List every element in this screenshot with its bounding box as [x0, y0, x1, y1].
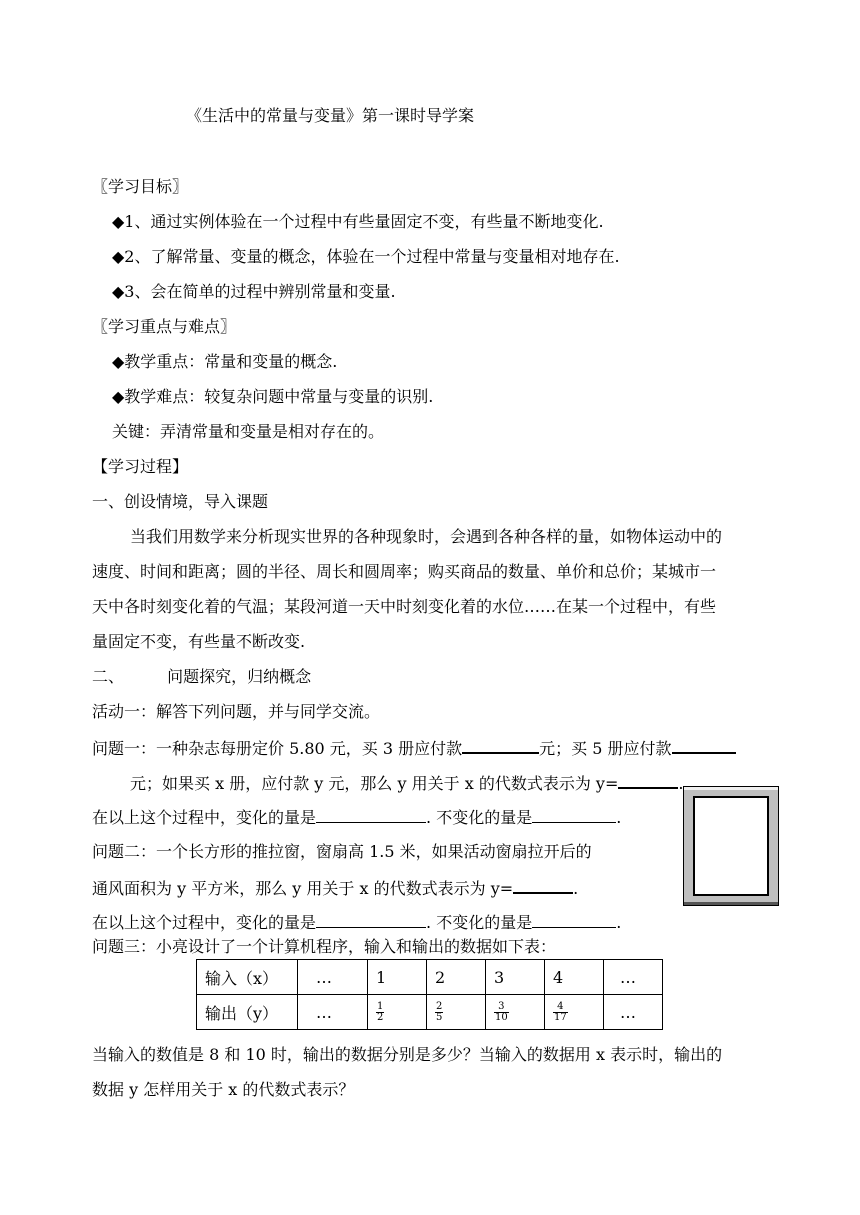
window-pane [693, 796, 769, 896]
sliding-window-figure [683, 786, 779, 906]
q1-blank-5-books[interactable] [672, 737, 736, 754]
output-label-cell: 输出（y） [197, 995, 298, 1030]
section1-title: 一、创设情境，导入课题 [92, 492, 269, 511]
fraction-2-5: $\frac{2}{5}$ [436, 1000, 443, 1023]
goal-item-1: ◆1、通过实例体验在一个过程中有些量固定不变，有些量不断地变化. [112, 212, 604, 231]
goal-item-3: ◆3、会在简单的过程中辨别常量和变量. [112, 282, 396, 301]
question3-line2: 数据 y 怎样用关于 x 的代数式表示？ [92, 1080, 355, 1099]
q1-text-b: 元；买 5 册应付款 [539, 739, 672, 758]
q1-blank-variables[interactable] [316, 807, 426, 823]
input-cell-3: 3 [486, 960, 545, 995]
input-label-cell: 输入（x） [197, 960, 298, 995]
section2-number: 二、 [92, 667, 125, 686]
q2-text-d: 在以上这个过程中，变化的量是 [92, 913, 317, 932]
question2-line1: 问题二：一个长方形的推拉窗，窗扇高 1.5 米，如果活动窗扇拉开后的 [92, 842, 592, 861]
question2-line2 [92, 877, 578, 899]
q1-text-f: . 不变化的量是 [426, 808, 533, 827]
table-row-output [197, 995, 663, 1030]
q1-text-d: . [678, 774, 684, 793]
fraction-1-2: $\frac{1}{2}$ [377, 1000, 384, 1023]
question1-line1 [92, 737, 736, 759]
output-cell-4 [545, 995, 604, 1030]
question3-intro: 问题三：小亮设计了一个计算机程序，输入和输出的数据如下表： [92, 937, 557, 956]
input-ellipsis-left: … [298, 960, 368, 995]
window-frame-highlight [684, 787, 778, 790]
output-ellipsis-right: … [604, 995, 663, 1030]
window-frame-shadow [684, 902, 778, 905]
q2-blank-expression[interactable] [513, 877, 573, 894]
q2-blank-constants[interactable] [532, 912, 616, 928]
process-heading: 【学习过程】 [92, 457, 189, 476]
teaching-focus: ◆教学重点：常量和变量的概念. [112, 352, 338, 371]
question2-line3 [92, 912, 621, 933]
output-cell-3 [486, 995, 545, 1030]
input-ellipsis-right: … [604, 960, 663, 995]
section2-title: 问题探究，归纳概念 [167, 667, 312, 686]
output-cell-2 [427, 995, 486, 1030]
q2-text-f: . [616, 913, 622, 932]
output-ellipsis-left: … [298, 995, 368, 1030]
page-title: 《生活中的常量与变量》第一课时导学案 [186, 106, 475, 125]
q1-text-a: 问题一：一种杂志每册定价 5.80 元，买 3 册应付款 [92, 739, 463, 758]
q1-blank-expression[interactable] [618, 772, 678, 789]
key-note: 关键：弄清常量和变量是相对存在的。 [112, 422, 385, 441]
fraction-4-17: $\frac{4}{17}$ [554, 1000, 567, 1023]
q2-blank-variables[interactable] [316, 912, 426, 928]
q2-text-c: . [573, 879, 579, 898]
section1-para-line1: 当我们用数学来分析现实世界的各种现象时，会遇到各种各样的量，如物体运动中的 [130, 527, 723, 546]
q1-text-c: 元；如果买 x 册，应付款 y 元，那么 y 用关于 x 的代数式表示为 y= [130, 774, 619, 793]
q2-text-e: . 不变化的量是 [426, 913, 533, 932]
section1-para-line4: 量固定不变，有些量不断改变. [92, 632, 306, 651]
input-output-table [196, 959, 663, 1030]
section1-para-line3: 天中各时刻变化着的气温；某段河道一天中时刻变化着的水位……在某一个过程中，有些 [92, 597, 717, 616]
section2-heading [92, 667, 311, 687]
key-points-heading: 〖学习重点与难点〗 [92, 317, 237, 336]
q1-blank-constants[interactable] [532, 807, 616, 823]
q2-text-b: 通风面积为 y 平方米，那么 y 用关于 x 的代数式表示为 y= [92, 879, 514, 898]
activity1: 活动一：解答下列问题，并与同学交流。 [92, 702, 381, 721]
q1-text-e: 在以上这个过程中，变化的量是 [92, 808, 317, 827]
fraction-3-10: $\frac{3}{10}$ [495, 1000, 508, 1023]
input-cell-4: 4 [545, 960, 604, 995]
input-cell-1: 1 [368, 960, 427, 995]
input-cell-2: 2 [427, 960, 486, 995]
q1-text-g: . [616, 808, 622, 827]
question1-line3 [92, 807, 621, 828]
question1-line2 [130, 772, 683, 794]
goals-heading: 〖学习目标〗 [92, 177, 189, 196]
section1-para-line2: 速度、时间和距离；圆的半径、周长和圆周率；购买商品的数量、单价和总价；某城市一 [92, 562, 717, 581]
table-row-input [197, 960, 663, 995]
teaching-difficulty: ◆教学难点：较复杂问题中常量与变量的识别. [112, 387, 434, 406]
output-cell-1 [368, 995, 427, 1030]
question3-line1: 当输入的数值是 8 和 10 时，输出的数据分别是多少？当输入的数据用 x 表示时，输出的 [92, 1045, 723, 1064]
goal-item-2: ◆2、了解常量、变量的概念，体验在一个过程中常量与变量相对地存在. [112, 247, 620, 266]
q1-blank-3-books[interactable] [462, 737, 539, 754]
